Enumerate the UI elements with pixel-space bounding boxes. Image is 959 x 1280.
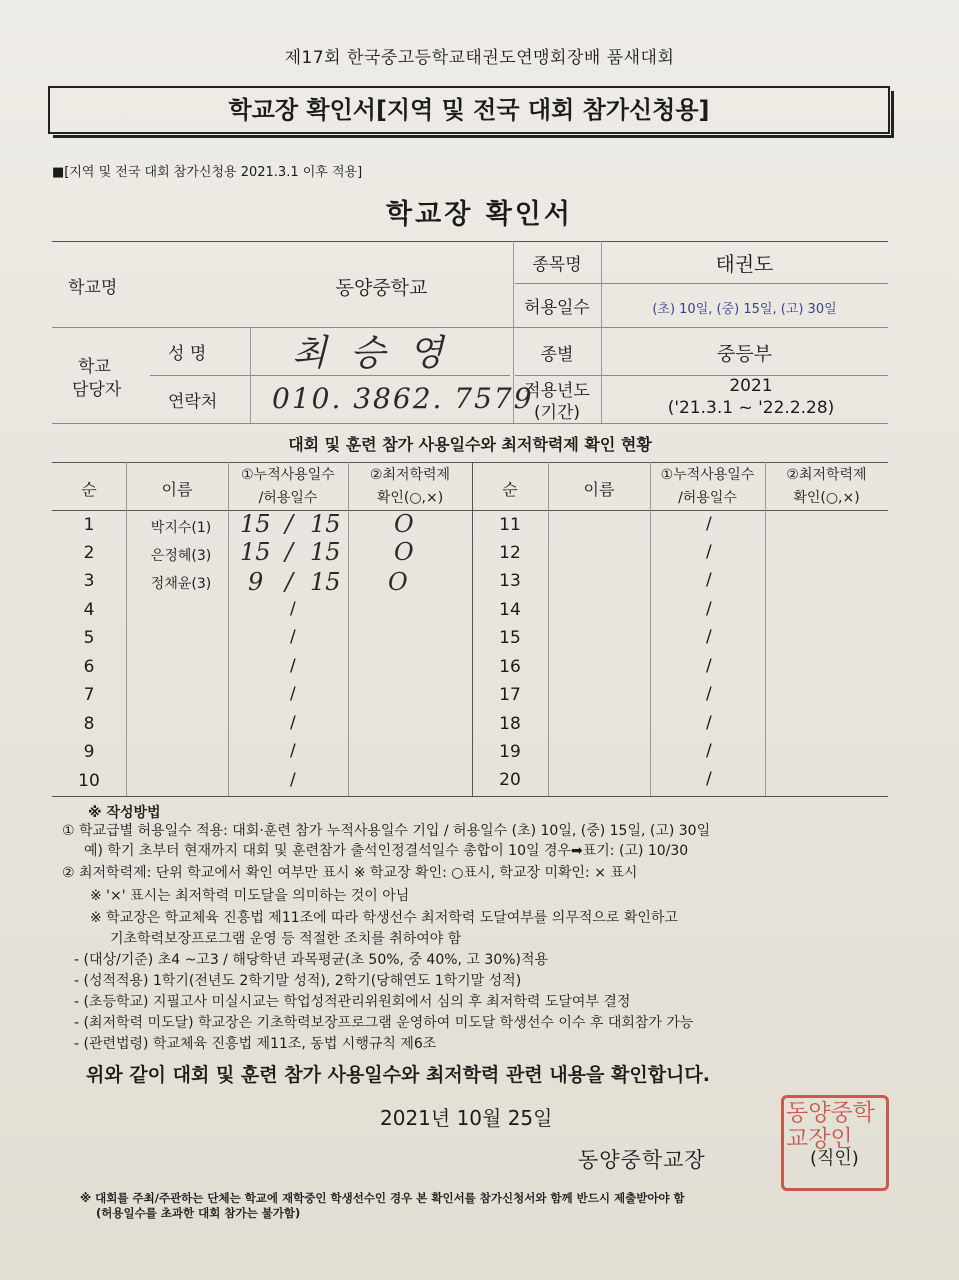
allowed-days-label: 허용일수 [524, 298, 590, 318]
row-no: 6 [83, 657, 95, 677]
instruction-line: - (관련법령) 학교체육 진흥법 제11조, 동법 시행규칙 제6조 [74, 1036, 437, 1052]
row-slash: / [290, 770, 296, 790]
col-check-left-1: ②최저학력제 [369, 467, 451, 483]
principal-name: 동양중학교장 [578, 1148, 706, 1172]
school-seal-stamp [781, 1095, 889, 1191]
row-slash: / [706, 570, 712, 590]
row-slash: / [285, 568, 294, 596]
row-no: 10 [78, 771, 100, 791]
row-used: 15 [240, 538, 271, 566]
row-no: 15 [499, 628, 521, 648]
contact-value: 010. 3862. 7579 [272, 382, 534, 415]
table-title: 대회 및 훈련 참가 사용일수와 최저학력제 확인 현황 [288, 435, 652, 454]
row-name: 정채윤(3) [150, 576, 212, 592]
form-title: 학교장 확인서[지역 및 전국 대회 참가신청용] [228, 96, 710, 124]
staff-label-1: 학교 [78, 357, 111, 377]
instruction-line: - (초등학교) 지필고사 미실시교는 학업성적관리위원회에서 심의 후 최저학력 도달여부 결정 [74, 994, 631, 1010]
row-no: 13 [499, 571, 521, 591]
name-label: 성 명 [168, 344, 207, 364]
year-value-1: 2021 [729, 376, 773, 396]
instruction-line: ※ 학교장은 학교체육 진흥법 제11조에 따라 학생선수 최저학력 도달여부를 의무적으로 확인하고 [90, 910, 678, 926]
confirm-text: 위와 같이 대회 및 훈련 참가 사용일수와 최저학력 관련 내용을 확인합니다. [86, 1064, 710, 1086]
row-slash: / [706, 542, 712, 562]
row-no: 16 [499, 657, 521, 677]
instruction-line: - (대상/기준) 초4 ~고3 / 해당학년 과목평균(초 50%, 중 40%, 고 30%)적용 [74, 952, 549, 968]
row-name: 은정혜(3) [150, 548, 212, 564]
row-slash: / [285, 538, 294, 566]
col-check-left-2: 확인(○,×) [376, 490, 444, 506]
row-slash: / [290, 627, 296, 647]
row-no: 5 [83, 628, 95, 648]
row-no: 1 [83, 515, 95, 535]
sign-date: 2021년 10월 25일 [380, 1106, 553, 1130]
school-value: 동양중학교 [335, 277, 428, 299]
row-slash: / [706, 741, 712, 761]
row-no: 18 [499, 714, 521, 734]
row-allowed: 15 [310, 538, 341, 566]
row-slash: / [706, 684, 712, 704]
row-no: 8 [83, 714, 95, 734]
col-days-right-1: ①누적사용일수 [660, 467, 755, 483]
allowed-days-value: (초) 10일, (중) 15일, (고) 30일 [652, 302, 837, 317]
row-slash: / [290, 684, 296, 704]
row-no: 7 [83, 685, 95, 705]
row-no: 20 [499, 770, 521, 790]
instruction-line: 예) 학기 초부터 현재까지 대회 및 훈련참가 출석인정결석일수 총합이 10일 경우➡표기: (고) 10/30 [84, 843, 689, 859]
seal-label: (직인) [810, 1148, 859, 1169]
row-slash: / [290, 599, 296, 619]
row-slash: / [706, 627, 712, 647]
event-title: 제17회 한국중고등학교태권도연맹회장배 품새대회 [284, 48, 675, 68]
row-check: O [394, 510, 414, 538]
row-no: 14 [499, 600, 521, 620]
row-slash: / [706, 599, 712, 619]
row-allowed: 15 [310, 568, 341, 596]
row-allowed: 15 [310, 510, 341, 538]
division-label: 종별 [540, 345, 574, 365]
row-used: 9 [248, 568, 264, 596]
col-name-left: 이름 [161, 480, 193, 499]
col-days-left-1: ①누적사용일수 [241, 467, 335, 483]
year-label-1: 적용년도 [524, 381, 590, 401]
name-value: 최 승 영 [292, 333, 450, 374]
contact-label: 연락처 [168, 392, 218, 412]
instruction-line: - (성적적용) 1학기(전년도 2학기말 성적), 2학기(당해연도 1학기말 성적) [74, 973, 522, 989]
col-check-right-2: 확인(○,×) [793, 490, 860, 506]
sport-value: 태권도 [715, 252, 774, 276]
main-title: 학교장 확인서 [386, 199, 573, 230]
row-slash: / [290, 656, 296, 676]
instruction-line: ※ '×' 표시는 최저학력 미도달을 의미하는 것이 아님 [90, 888, 410, 904]
seal-text: 동양중학교장인 [786, 1100, 875, 1152]
bottom-note: (허용일수를 초과한 대회 참가는 불가함) [96, 1206, 301, 1220]
row-no: 3 [83, 571, 95, 591]
year-label-2: (기간) [533, 403, 581, 423]
row-slash: / [706, 769, 712, 789]
row-used: 15 [240, 510, 271, 538]
col-days-right-2: /허용일수 [678, 490, 737, 506]
year-value-2: ('21.3.1 ~ '22.2.28) [667, 398, 835, 418]
row-slash: / [290, 741, 296, 761]
row-name: 박지수(1) [150, 520, 212, 536]
row-slash: / [706, 514, 712, 534]
row-no: 9 [83, 742, 95, 762]
col-check-right-1: ②최저학력제 [786, 467, 867, 483]
school-label: 학교명 [68, 278, 118, 298]
row-check: O [394, 538, 414, 566]
instruction-line: ② 최저학력제: 단위 학교에서 확인 여부만 표시 ※ 학교장 확인: ○표시, 학교장 미확인: × 표시 [62, 865, 638, 881]
bottom-note: ※ 대회를 주최/주관하는 단체는 학교에 재학중인 학생선수인 경우 본 확인서를 참가신청서와 함께 반드시 제출받아야 함 [80, 1191, 685, 1205]
instruction-line: ① 학교급별 허용일수 적용: 대회·훈련 참가 누적사용일수 기입 / 허용일수 (초) 10일, (중) 15일, (고) 30일 [62, 823, 711, 839]
row-slash: / [290, 713, 296, 733]
col-days-left-2: /허용일수 [258, 490, 318, 506]
instructions-heading: ※ 작성방법 [88, 805, 161, 821]
applicability-note: ■[지역 및 전국 대회 참가신청용 2021.3.1 이후 적용] [52, 165, 363, 180]
row-slash: / [706, 713, 712, 733]
row-no: 19 [499, 742, 521, 762]
row-slash: / [285, 510, 294, 538]
row-slash: / [706, 656, 712, 676]
row-no: 11 [499, 515, 521, 535]
row-no: 17 [499, 685, 521, 705]
form-title-box [48, 86, 890, 134]
col-name-right: 이름 [583, 480, 615, 499]
col-no-right: 순 [502, 480, 518, 499]
row-no: 12 [499, 543, 521, 563]
row-check: O [388, 568, 408, 596]
col-no-left: 순 [81, 480, 97, 499]
instruction-line: - (최저학력 미도달) 학교장은 기초학력보장프로그램 운영하여 미도달 학생선수 이수 후 대회참가 가능 [74, 1015, 694, 1031]
staff-label-2: 담당자 [72, 380, 122, 400]
sport-label: 종목명 [532, 255, 582, 275]
row-no: 2 [83, 543, 95, 563]
row-no: 4 [83, 600, 95, 620]
instruction-line: 기초학력보장프로그램 운영 등 적절한 조치를 취하여야 함 [110, 931, 462, 947]
division-value: 중등부 [716, 343, 773, 365]
